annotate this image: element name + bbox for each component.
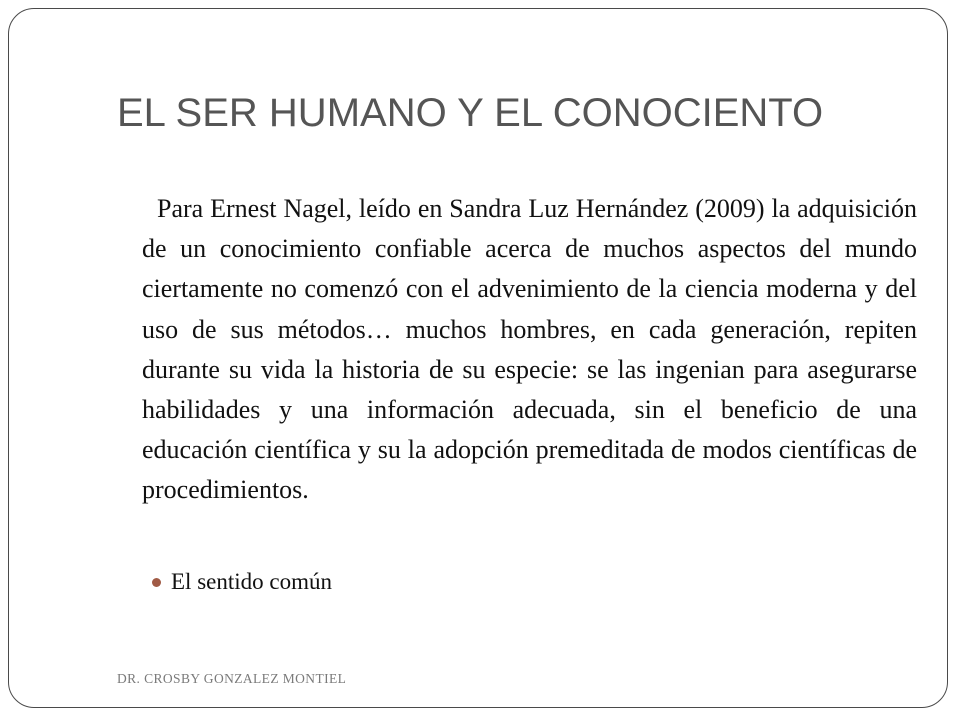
slide-footer: DR. CROSBY GONZALEZ MONTIEL (117, 671, 347, 686)
bullet-item (152, 569, 332, 595)
bullet-dot-icon (152, 578, 161, 587)
slide-frame (8, 8, 948, 708)
bullet-text: El sentido común (171, 569, 332, 594)
body-paragraph: Para Ernest Nagel, leído en Sandra Luz Hernández (2009) la adquisición de un conocimiento confiable acerca de muchos aspectos del mundo ciertamente no comenzó con el advenimiento de la ciencia moderna y del uso de sus métodos… muchos hombres, en cada generación, repiten durante su vida la historia de su especie: se las ingenian para asegurarse habilidades y una información adecuada, sin el beneficio de una educación científica y su la adopción premeditada de modos científicas de procedimientos. (142, 194, 917, 505)
slide-title: EL SER HUMANO Y EL CONOCIENTO (117, 91, 824, 135)
